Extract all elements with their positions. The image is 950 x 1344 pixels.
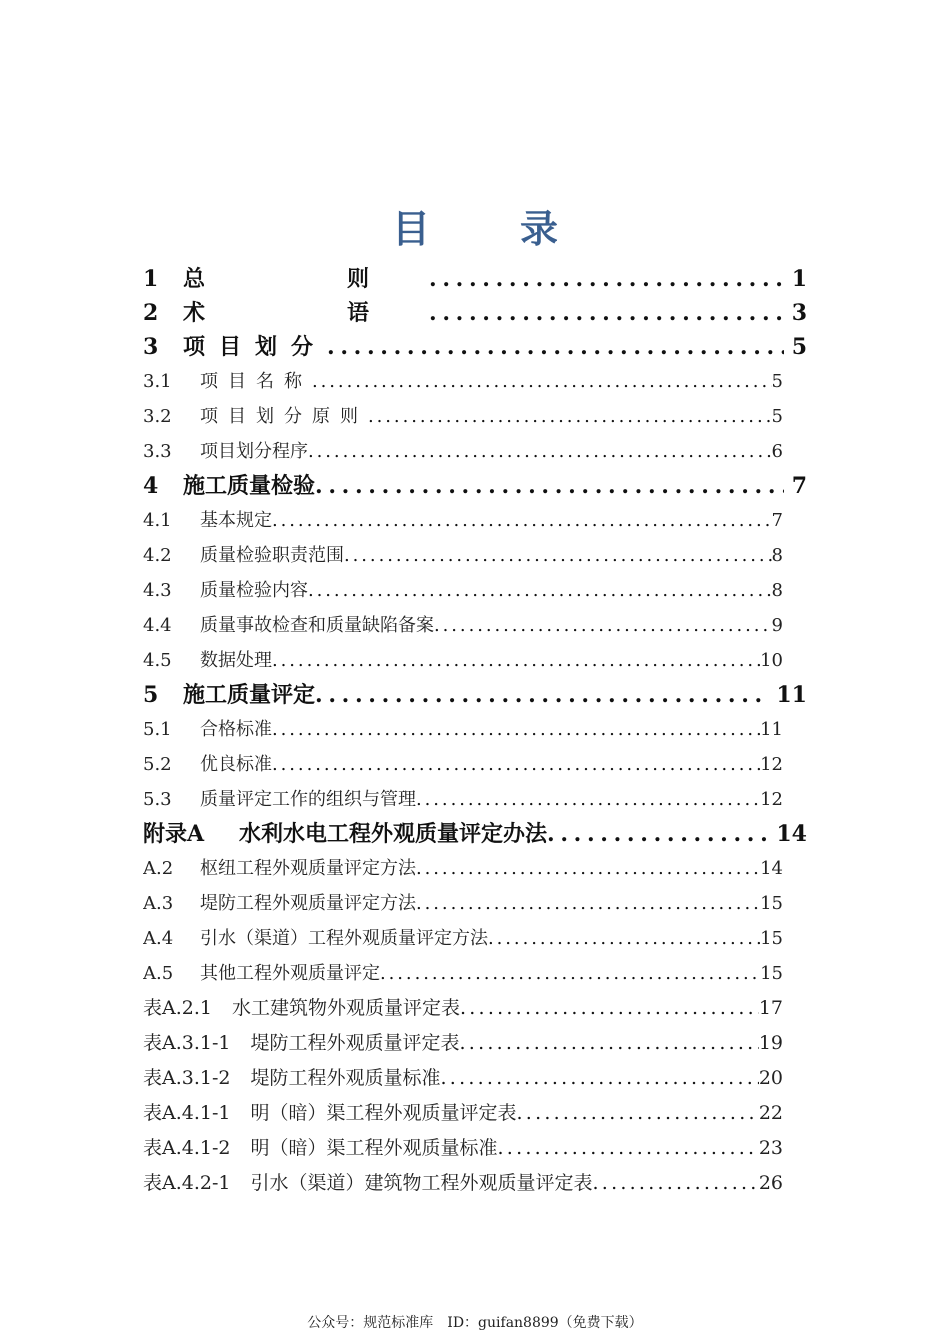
toc-entry-page: 10 [760,650,783,671]
toc-entry-label: 引水（渠道）建筑物工程外观质量评定表 [250,1172,593,1194]
toc-entry-table-a-3-1-2[interactable] [143,1061,783,1096]
toc-entry-number: A.2 [143,858,174,879]
toc-entry-number: 2 [143,300,159,326]
toc-entry-number: 4.5 [143,650,172,671]
toc-entry-number: 表A.3.1-2 [143,1067,231,1089]
toc-entry-page: 7 [791,473,807,499]
toc-entry-label: 堤防工程外观质量标准 [250,1067,441,1089]
dot-leader [429,262,784,296]
toc-entry-section-3-3[interactable] [143,434,783,469]
toc-entry-page: 23 [758,1137,783,1159]
toc-entry-label: 枢纽工程外观质量评定方法 [200,858,416,879]
toc-entry-page: 7 [771,510,783,531]
toc-entry-label: 其他工程外观质量评定 [200,963,380,984]
toc-entry-page: 9 [771,615,783,636]
toc-entry-page: 17 [758,997,783,1019]
toc-entry-label: 基本规定 [200,510,272,531]
toc-entry-table-a-3-1-1[interactable] [143,1026,783,1061]
dot-leader [308,434,772,469]
toc-entry-page: 12 [760,754,783,775]
toc-entry-number: 4.1 [143,510,172,531]
page-title: 目录 [391,206,648,251]
dot-leader [488,921,760,956]
dot-leader [308,573,772,608]
toc-entry-page: 15 [760,928,783,949]
dot-leader [272,643,760,678]
toc-entry-number: 1 [143,266,159,292]
toc-entry-number: 3.3 [143,441,172,462]
toc-entry-label: 项目名称 [200,371,312,392]
toc-entry-label: 水利水电工程外观质量评定办法 [239,821,548,847]
toc-entry-section-4-1[interactable] [143,503,783,538]
dot-leader [434,608,772,643]
toc-entry-label: 堤防工程外观质量评定方法 [200,893,416,914]
toc-entry-chapter-1[interactable] [143,262,807,296]
toc-entry-page: 14 [760,858,783,879]
toc-entry-section-a-5[interactable] [143,956,783,991]
toc-entry-number: 5.3 [143,789,172,810]
toc-entry-number: 5.2 [143,754,172,775]
toc-entry-page: 11 [760,719,783,740]
toc-entry-label: 优良标准 [200,754,272,775]
toc-entry-label: 质量评定工作的组织与管理 [200,789,416,810]
dot-leader [460,991,759,1026]
toc-entry-number: 表A.3.1-1 [143,1032,231,1054]
toc-entry-number: 5.1 [143,719,172,740]
toc-entry-page: 19 [758,1032,783,1054]
dot-leader [344,538,772,573]
dot-leader [380,956,760,991]
toc-entry-number: A.3 [143,893,174,914]
dot-leader [416,851,760,886]
toc-entry-page: 20 [758,1067,783,1089]
toc-entry-label: 施工质量检验 [183,473,316,499]
toc-entry-number: 5 [143,682,159,708]
toc-entry-page: 15 [760,893,783,914]
toc-entry-table-a-2-1[interactable] [143,991,783,1026]
toc-entry-number: 3.2 [143,406,172,427]
toc-entry-chapter-4[interactable] [143,469,807,503]
dot-leader [460,1026,759,1061]
toc-entry-label: 堤防工程外观质量评定表 [250,1032,460,1054]
dot-leader [272,503,772,538]
toc-entry-label: 合格标准 [200,719,272,740]
toc-entry-number: 4.3 [143,580,172,601]
toc-entry-number: 附录A [143,821,205,847]
toc-entry-page: 1 [791,266,807,292]
toc-entry-table-a-4-1-1[interactable] [143,1096,783,1131]
toc-entry-section-a-2[interactable] [143,851,783,886]
toc-entry-page: 5 [791,334,807,360]
toc-entry-page: 5 [771,406,783,427]
toc-entry-page: 14 [776,821,807,847]
toc-entry-label: 质量检验职责范围 [200,545,344,566]
toc-entry-label: 数据处理 [200,650,272,671]
toc-entry-table-a-4-2-1[interactable] [143,1166,783,1201]
dot-leader [441,1061,759,1096]
toc-entry-label: 质量事故检查和质量缺陷备案 [200,615,434,636]
toc-entry-label: 质量检验内容 [200,580,308,601]
toc-entry-label: 明（暗）渠工程外观质量标准 [250,1137,498,1159]
toc-entry-number: 3.1 [143,371,172,392]
toc-entry-page: 22 [758,1102,783,1124]
toc-entry-label: 项目划分原则 [200,406,368,427]
table-of-contents [143,262,807,1201]
toc-entry-number: 表A.4.1-2 [143,1137,231,1159]
dot-leader [272,712,760,747]
toc-entry-label: 引水（渠道）工程外观质量评定方法 [200,928,488,949]
dot-leader [429,296,784,330]
dot-leader [315,469,784,503]
dot-leader [517,1096,759,1131]
toc-entry-chapter-5[interactable] [143,678,807,712]
toc-entry-section-4-2[interactable] [143,538,783,573]
toc-entry-number: A.4 [143,928,174,949]
toc-entry-number: 4.2 [143,545,172,566]
dot-leader [327,330,784,364]
toc-entry-label: 明（暗）渠工程外观质量评定表 [250,1102,517,1124]
toc-entry-page: 15 [760,963,783,984]
toc-entry-section-3-1[interactable] [143,364,783,399]
toc-entry-page: 8 [771,545,783,566]
dot-leader [368,399,772,434]
dot-leader [498,1131,759,1166]
toc-entry-page: 12 [760,789,783,810]
footer-watermark: 公众号：规范标准库 ID：guifan8899（免费下载） [307,1315,643,1331]
toc-entry-page: 6 [771,441,783,462]
toc-entry-chapter-3[interactable] [143,330,807,364]
toc-entry-section-5-2[interactable] [143,747,783,782]
toc-entry-chapter-2[interactable] [143,296,807,330]
toc-entry-page: 3 [791,300,807,326]
toc-entry-number: A.5 [143,963,174,984]
toc-entry-page: 11 [776,682,807,708]
toc-entry-label: 项目划分程序 [200,441,308,462]
toc-entry-page: 8 [771,580,783,601]
toc-entry-label: 施工质量评定 [183,682,316,708]
toc-entry-number: 3 [143,334,159,360]
toc-entry-label: 总 则 [183,266,430,292]
toc-entry-section-4-5[interactable] [143,643,783,678]
toc-entry-section-4-3[interactable] [143,573,783,608]
toc-entry-number: 表A.2.1 [143,997,212,1019]
dot-leader [547,817,768,851]
toc-entry-table-a-4-1-2[interactable] [143,1131,783,1166]
toc-entry-section-5-1[interactable] [143,712,783,747]
toc-entry-label: 术 语 [183,300,430,326]
dot-leader [416,782,760,817]
toc-entry-section-a-4[interactable] [143,921,783,956]
dot-leader [315,678,768,712]
toc-entry-page: 5 [771,371,783,392]
toc-entry-number: 4.4 [143,615,172,636]
dot-leader [416,886,760,921]
toc-entry-section-a-3[interactable] [143,886,783,921]
toc-entry-label: 项目划分 [183,334,328,360]
dot-leader [593,1166,759,1201]
toc-entry-number: 4 [143,473,159,499]
toc-entry-page: 26 [758,1172,783,1194]
dot-leader [272,747,760,782]
toc-entry-section-4-4[interactable] [143,608,783,643]
toc-entry-number: 表A.4.2-1 [143,1172,231,1194]
toc-entry-appendix-a[interactable] [143,817,807,851]
toc-entry-section-5-3[interactable] [143,782,783,817]
toc-entry-section-3-2[interactable] [143,399,783,434]
dot-leader [312,364,772,399]
toc-entry-number: 表A.4.1-1 [143,1102,231,1124]
toc-entry-label: 水工建筑物外观质量评定表 [231,997,460,1019]
